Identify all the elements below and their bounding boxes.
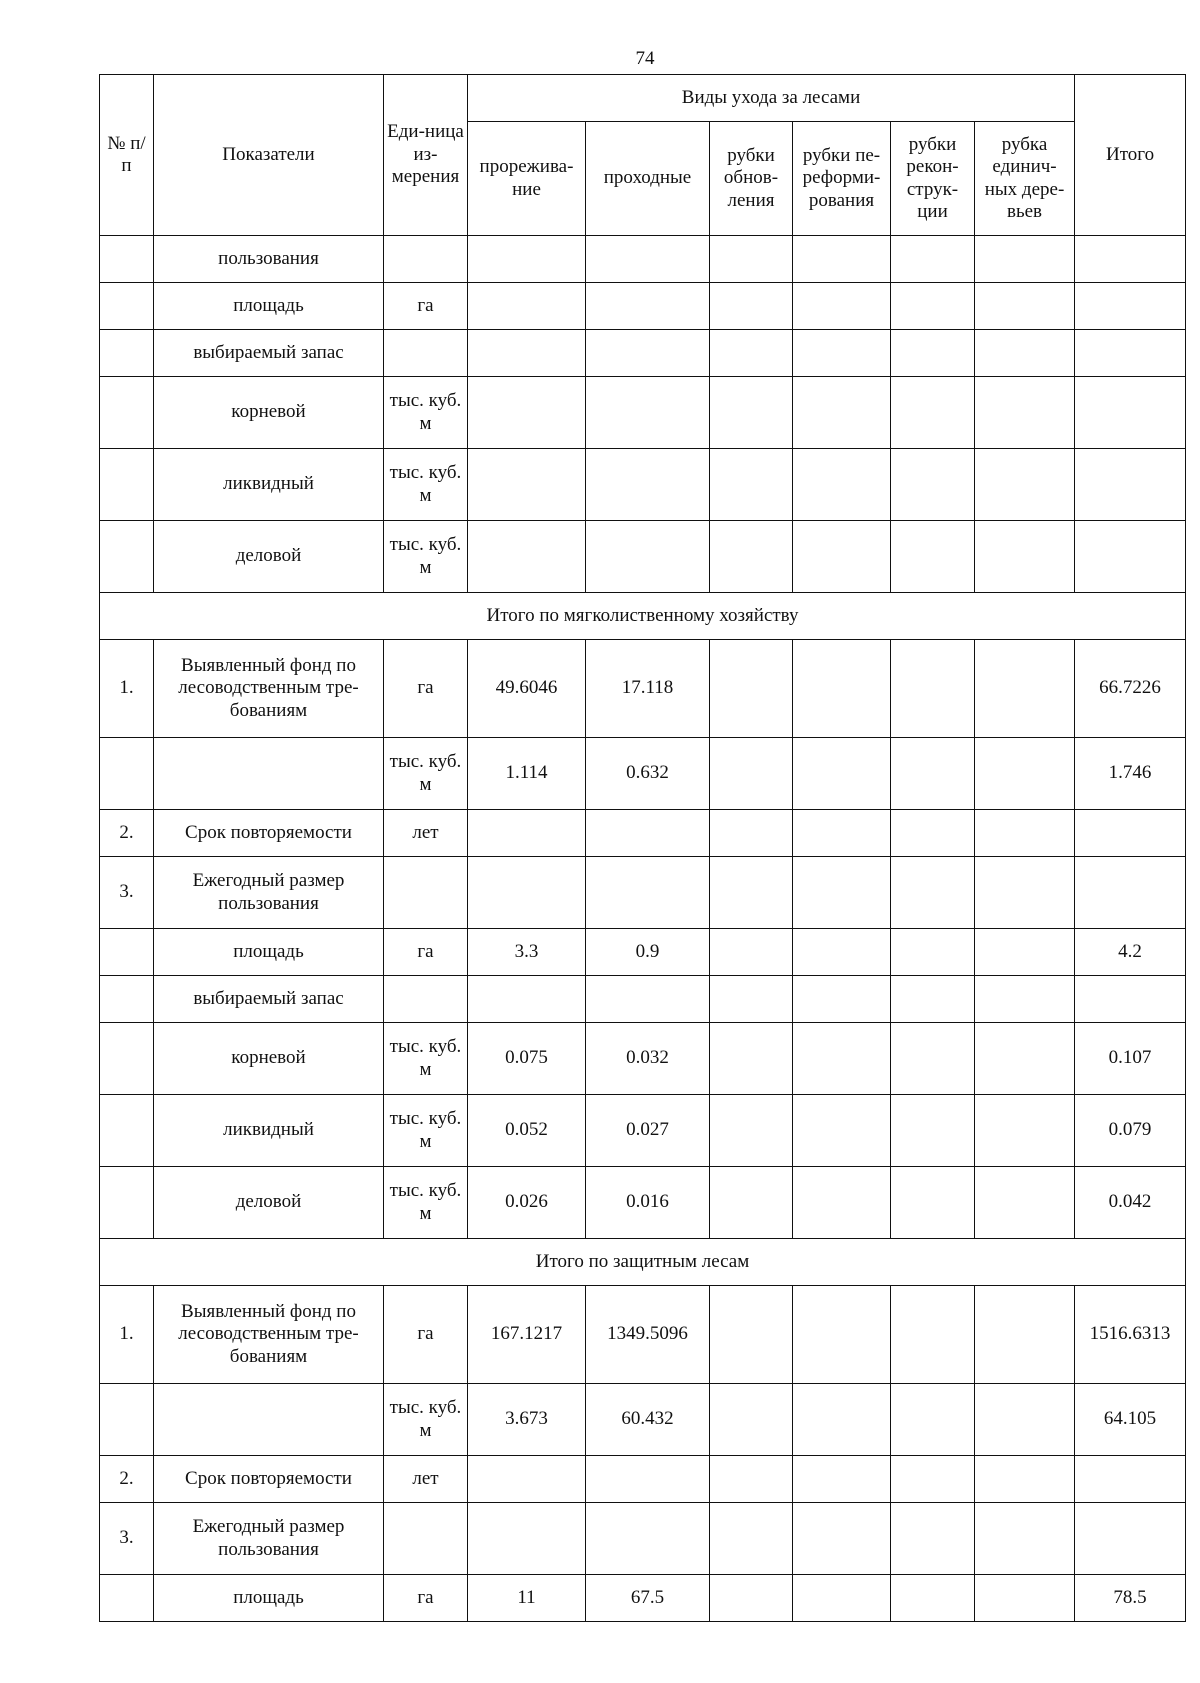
value-cell — [975, 449, 1075, 521]
value-cell — [891, 1456, 975, 1503]
value-cell — [891, 738, 975, 810]
table-body — [100, 236, 1186, 1622]
value-cell — [586, 857, 710, 929]
total-cell — [1075, 857, 1186, 929]
value-cell — [468, 1503, 586, 1575]
row-label: Выявленный фонд по лесоводственным тре-бованиям — [154, 1286, 384, 1384]
row-number: 2. — [100, 1456, 154, 1503]
value-cell — [586, 236, 710, 283]
value-cell — [793, 640, 891, 738]
value-cell — [975, 1286, 1075, 1384]
value-cell — [710, 330, 793, 377]
value-cell: 0.026 — [468, 1167, 586, 1239]
row-label: Срок повторяемости — [154, 810, 384, 857]
value-cell — [793, 1503, 891, 1575]
total-cell: 64.105 — [1075, 1384, 1186, 1456]
header-type-reconstruction: рубки рекон-струк-ции — [891, 122, 975, 236]
value-cell — [891, 1503, 975, 1575]
value-cell — [586, 449, 710, 521]
row-number: 3. — [100, 857, 154, 929]
row-unit: га — [384, 640, 468, 738]
table-row — [100, 1023, 1186, 1095]
value-cell — [891, 521, 975, 593]
value-cell — [710, 640, 793, 738]
total-cell: 78.5 — [1075, 1575, 1186, 1622]
row-number: 1. — [100, 1286, 154, 1384]
row-label: выбираемый запас — [154, 976, 384, 1023]
value-cell — [468, 449, 586, 521]
row-label: площадь — [154, 929, 384, 976]
value-cell — [891, 283, 975, 330]
value-cell — [710, 1575, 793, 1622]
section-title: Итого по мягколиственному хозяйству — [100, 593, 1186, 640]
value-cell — [710, 1167, 793, 1239]
row-label — [154, 1384, 384, 1456]
row-unit: тыс. куб. м — [384, 1167, 468, 1239]
row-label: ликвидный — [154, 449, 384, 521]
value-cell: 1349.5096 — [586, 1286, 710, 1384]
value-cell — [975, 1095, 1075, 1167]
value-cell — [891, 449, 975, 521]
total-cell — [1075, 1503, 1186, 1575]
value-cell — [710, 1286, 793, 1384]
total-cell — [1075, 449, 1186, 521]
value-cell — [586, 1503, 710, 1575]
value-cell: 0.052 — [468, 1095, 586, 1167]
value-cell — [975, 810, 1075, 857]
row-number — [100, 1023, 154, 1095]
value-cell — [710, 1384, 793, 1456]
value-cell — [975, 521, 1075, 593]
table-row — [100, 640, 1186, 738]
total-cell — [1075, 330, 1186, 377]
value-cell — [975, 283, 1075, 330]
value-cell — [586, 283, 710, 330]
total-cell — [1075, 283, 1186, 330]
table-row — [100, 1286, 1186, 1384]
value-cell — [891, 1167, 975, 1239]
value-cell — [468, 810, 586, 857]
value-cell — [975, 976, 1075, 1023]
value-cell — [586, 976, 710, 1023]
value-cell — [975, 640, 1075, 738]
row-number: 2. — [100, 810, 154, 857]
row-label: Выявленный фонд по лесоводственным тре-бованиям — [154, 640, 384, 738]
row-number — [100, 976, 154, 1023]
table-row — [100, 976, 1186, 1023]
total-cell: 0.107 — [1075, 1023, 1186, 1095]
value-cell: 0.9 — [586, 929, 710, 976]
row-label: пользования — [154, 236, 384, 283]
row-unit: тыс. куб. м — [384, 1095, 468, 1167]
header-unit: Еди-ница из-мерения — [384, 75, 468, 236]
table-row — [100, 857, 1186, 929]
total-cell — [1075, 236, 1186, 283]
total-cell — [1075, 521, 1186, 593]
value-cell — [710, 236, 793, 283]
table-row — [100, 377, 1186, 449]
value-cell — [793, 1384, 891, 1456]
table-row — [100, 449, 1186, 521]
table-row — [100, 738, 1186, 810]
row-number — [100, 449, 154, 521]
total-cell: 66.7226 — [1075, 640, 1186, 738]
row-label: площадь — [154, 283, 384, 330]
row-number — [100, 929, 154, 976]
value-cell — [891, 929, 975, 976]
value-cell — [975, 1503, 1075, 1575]
value-cell — [891, 1023, 975, 1095]
value-cell — [793, 1575, 891, 1622]
value-cell — [793, 236, 891, 283]
value-cell — [891, 236, 975, 283]
header-type-renewal: рубки обнов-ления — [710, 122, 793, 236]
row-number — [100, 1095, 154, 1167]
row-label: деловой — [154, 521, 384, 593]
section-title: Итого по защитным лесам — [100, 1239, 1186, 1286]
value-cell: 67.5 — [586, 1575, 710, 1622]
table-row — [100, 1095, 1186, 1167]
value-cell — [710, 449, 793, 521]
value-cell — [975, 236, 1075, 283]
value-cell — [710, 810, 793, 857]
forest-care-table — [99, 74, 1186, 1622]
row-unit: тыс. куб. м — [384, 521, 468, 593]
value-cell — [793, 1456, 891, 1503]
value-cell — [468, 857, 586, 929]
value-cell: 0.632 — [586, 738, 710, 810]
row-number: 3. — [100, 1503, 154, 1575]
value-cell: 49.6046 — [468, 640, 586, 738]
row-unit: тыс. куб. м — [384, 377, 468, 449]
value-cell — [710, 1095, 793, 1167]
value-cell — [793, 283, 891, 330]
row-unit: тыс. куб. м — [384, 1384, 468, 1456]
value-cell — [975, 1023, 1075, 1095]
value-cell — [468, 976, 586, 1023]
table-row — [100, 330, 1186, 377]
row-label: Ежегодный размер пользования — [154, 857, 384, 929]
value-cell — [891, 1095, 975, 1167]
header-type-single-tree: рубка единич-ных дере-вьев — [975, 122, 1075, 236]
value-cell — [793, 857, 891, 929]
value-cell — [793, 1023, 891, 1095]
value-cell — [468, 377, 586, 449]
row-number — [100, 1167, 154, 1239]
row-label: выбираемый запас — [154, 330, 384, 377]
value-cell: 3.3 — [468, 929, 586, 976]
table-row — [100, 929, 1186, 976]
row-label: Срок повторяемости — [154, 1456, 384, 1503]
value-cell — [891, 1384, 975, 1456]
row-number — [100, 236, 154, 283]
total-cell — [1075, 377, 1186, 449]
value-cell — [793, 810, 891, 857]
table-row — [100, 283, 1186, 330]
value-cell — [891, 377, 975, 449]
row-label: корневой — [154, 1023, 384, 1095]
value-cell: 0.027 — [586, 1095, 710, 1167]
row-unit: тыс. куб. м — [384, 738, 468, 810]
total-cell: 0.042 — [1075, 1167, 1186, 1239]
table-row — [100, 1575, 1186, 1622]
value-cell — [975, 738, 1075, 810]
value-cell — [586, 810, 710, 857]
value-cell — [586, 330, 710, 377]
total-cell — [1075, 810, 1186, 857]
value-cell: 60.432 — [586, 1384, 710, 1456]
row-number — [100, 1575, 154, 1622]
table-row — [100, 521, 1186, 593]
total-cell: 1.746 — [1075, 738, 1186, 810]
value-cell — [468, 1456, 586, 1503]
row-number — [100, 738, 154, 810]
value-cell — [586, 1456, 710, 1503]
value-cell — [710, 929, 793, 976]
row-label: площадь — [154, 1575, 384, 1622]
row-unit: лет — [384, 810, 468, 857]
section-row — [100, 1239, 1186, 1286]
value-cell — [975, 330, 1075, 377]
value-cell — [975, 1456, 1075, 1503]
header-total: Итого — [1075, 75, 1186, 236]
value-cell: 0.075 — [468, 1023, 586, 1095]
row-unit: га — [384, 283, 468, 330]
header-care-types-group: Виды ухода за лесами — [468, 75, 1075, 122]
value-cell — [468, 521, 586, 593]
header-num: № п/п — [100, 75, 154, 236]
value-cell — [793, 976, 891, 1023]
value-cell — [710, 283, 793, 330]
value-cell — [793, 330, 891, 377]
value-cell — [891, 640, 975, 738]
row-unit — [384, 1503, 468, 1575]
value-cell — [975, 1575, 1075, 1622]
value-cell — [586, 377, 710, 449]
row-label: корневой — [154, 377, 384, 449]
table-row — [100, 810, 1186, 857]
value-cell — [891, 810, 975, 857]
value-cell — [793, 449, 891, 521]
value-cell — [975, 1384, 1075, 1456]
row-unit: лет — [384, 1456, 468, 1503]
value-cell — [710, 521, 793, 593]
table-row — [100, 1503, 1186, 1575]
value-cell — [891, 976, 975, 1023]
row-label: ликвидный — [154, 1095, 384, 1167]
row-number — [100, 377, 154, 449]
value-cell — [710, 976, 793, 1023]
row-unit: га — [384, 1286, 468, 1384]
value-cell — [891, 1575, 975, 1622]
value-cell — [793, 1286, 891, 1384]
value-cell — [793, 377, 891, 449]
value-cell — [975, 929, 1075, 976]
value-cell — [710, 1503, 793, 1575]
value-cell — [793, 929, 891, 976]
row-number — [100, 1384, 154, 1456]
value-cell — [891, 857, 975, 929]
row-number — [100, 330, 154, 377]
row-unit — [384, 236, 468, 283]
total-cell: 1516.6313 — [1075, 1286, 1186, 1384]
row-unit — [384, 976, 468, 1023]
total-cell: 0.079 — [1075, 1095, 1186, 1167]
row-unit: га — [384, 929, 468, 976]
value-cell — [710, 738, 793, 810]
row-number: 1. — [100, 640, 154, 738]
row-number — [100, 521, 154, 593]
value-cell — [586, 521, 710, 593]
row-label: деловой — [154, 1167, 384, 1239]
value-cell — [793, 1095, 891, 1167]
value-cell — [891, 1286, 975, 1384]
row-label: Ежегодный размер пользования — [154, 1503, 384, 1575]
table-row — [100, 1456, 1186, 1503]
value-cell — [468, 236, 586, 283]
value-cell: 11 — [468, 1575, 586, 1622]
value-cell — [793, 738, 891, 810]
total-cell — [1075, 976, 1186, 1023]
value-cell: 0.016 — [586, 1167, 710, 1239]
row-unit: га — [384, 1575, 468, 1622]
row-unit: тыс. куб. м — [384, 1023, 468, 1095]
section-row — [100, 593, 1186, 640]
total-cell — [1075, 1456, 1186, 1503]
value-cell: 3.673 — [468, 1384, 586, 1456]
row-number — [100, 283, 154, 330]
page-number: 74 — [635, 48, 655, 69]
row-unit — [384, 330, 468, 377]
value-cell: 167.1217 — [468, 1286, 586, 1384]
value-cell — [975, 377, 1075, 449]
value-cell: 17.118 — [586, 640, 710, 738]
table-row — [100, 1384, 1186, 1456]
table-row — [100, 1167, 1186, 1239]
value-cell — [468, 283, 586, 330]
row-label — [154, 738, 384, 810]
value-cell: 0.032 — [586, 1023, 710, 1095]
value-cell — [793, 521, 891, 593]
value-cell — [891, 330, 975, 377]
value-cell — [710, 1456, 793, 1503]
total-cell: 4.2 — [1075, 929, 1186, 976]
header-type-reformation: рубки пе-реформи-рования — [793, 122, 891, 236]
value-cell — [710, 857, 793, 929]
header-type-passing: проходные — [586, 122, 710, 236]
value-cell — [710, 377, 793, 449]
value-cell — [975, 857, 1075, 929]
value-cell — [793, 1167, 891, 1239]
value-cell — [975, 1167, 1075, 1239]
value-cell — [710, 1023, 793, 1095]
header-type-thinning: прорежива-ние — [468, 122, 586, 236]
header-indicators: Показатели — [154, 75, 384, 236]
row-unit: тыс. куб. м — [384, 449, 468, 521]
row-unit — [384, 857, 468, 929]
table-row — [100, 236, 1186, 283]
value-cell: 1.114 — [468, 738, 586, 810]
value-cell — [468, 330, 586, 377]
